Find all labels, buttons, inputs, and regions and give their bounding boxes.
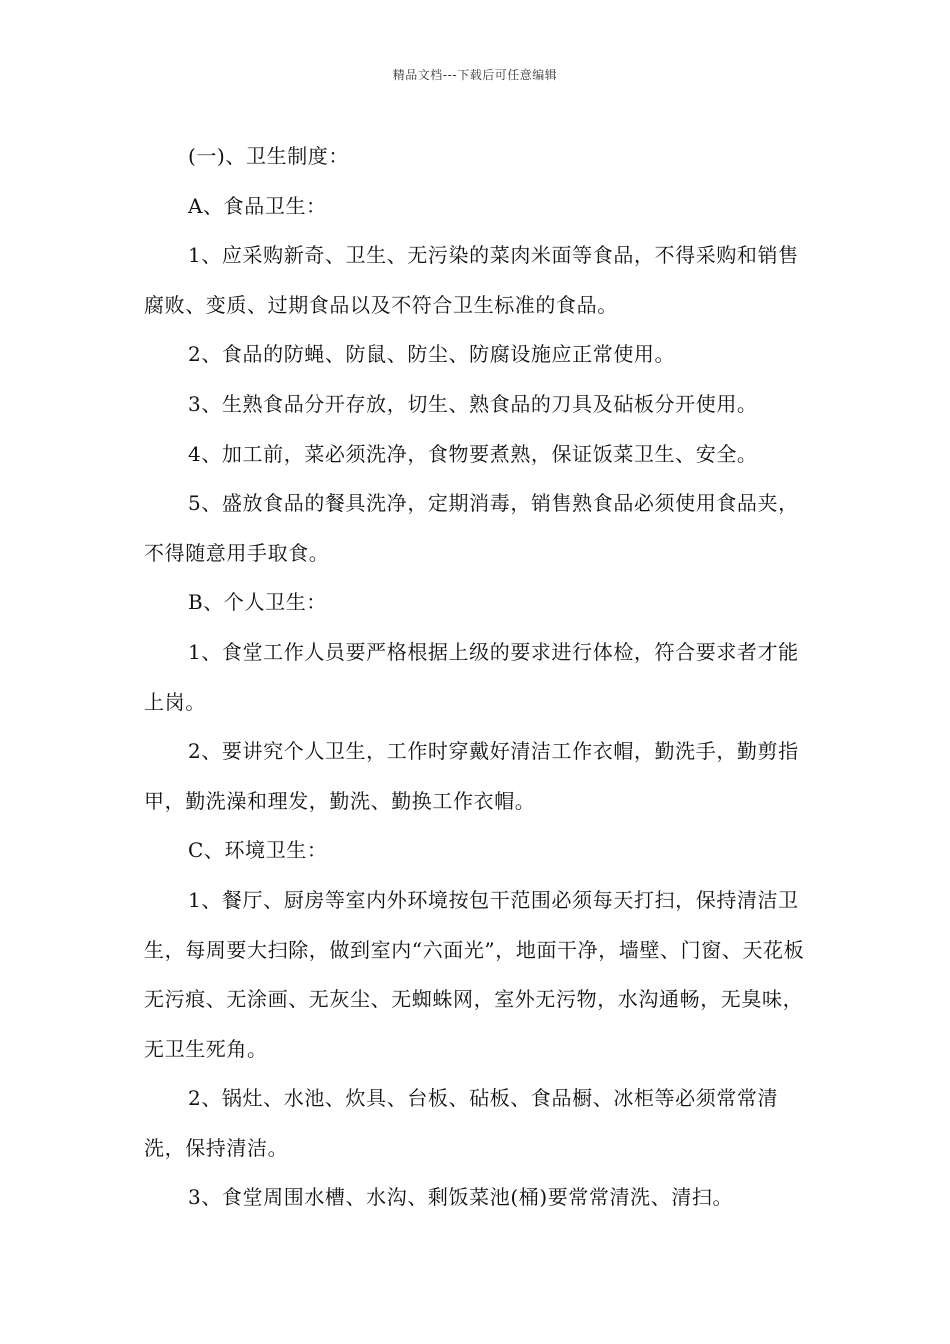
- paragraph: 1、餐厅、厨房等室内外环境按包干范围必须每天打扫，保持清洁卫生，每周要大扫除，做到室内“六面光”，地面干净，墙壁、门窗、天花板无污痕、无涂画、无灰尘、无蜘蛛网，室外无污物，水沟通畅，无臭味，无卫生死角。: [144, 887, 805, 1061]
- paragraph: 2、锅灶、水池、炊具、台板、砧板、食品橱、冰柜等必须常常清洗，保持清洁。: [144, 1086, 779, 1160]
- paragraph: 3、生熟食品分开存放，切生、熟食品的刀具及砧板分开使用。: [188, 391, 758, 416]
- paragraph: 4、加工前，菜必须洗净，食物要煮熟，保证饭菜卫生、安全。: [188, 441, 758, 466]
- paragraph: 2、食品的防蝇、防鼠、防尘、防腐设施应正常使用。: [188, 342, 676, 367]
- subsection-heading-food: A、食品卫生：: [188, 193, 327, 218]
- paragraph: 3、食堂周围水槽、水沟、剩饭菜池(桶)要常常清洗、清扫。: [188, 1185, 734, 1210]
- page-header: 精品文档---下载后可任意编辑: [392, 68, 558, 82]
- paragraph: 5、盛放食品的餐具洗净，定期消毒，销售熟食品必须使用食品夹，不得随意用手取食。: [144, 491, 799, 565]
- subsection-heading-personal: B、个人卫生：: [188, 590, 327, 615]
- paragraph: 2、要讲究个人卫生，工作时穿戴好清洁工作衣帽，勤洗手，勤剪指甲，勤洗澡和理发，勤洗、勤换工作衣帽。: [144, 739, 799, 813]
- document-body: [144, 132, 808, 1223]
- paragraph: 1、食堂工作人员要严格根据上级的要求进行体检，符合要求者才能上岗。: [144, 639, 799, 714]
- paragraph: 1、应采购新奇、卫生、无污染的菜肉米面等食品，不得采购和销售腐败、变质、过期食品以及不符合卫生标准的食品。: [144, 243, 799, 317]
- section-heading: (一)、卫生制度：: [188, 144, 350, 168]
- subsection-heading-environment: C、环境卫生：: [188, 838, 328, 863]
